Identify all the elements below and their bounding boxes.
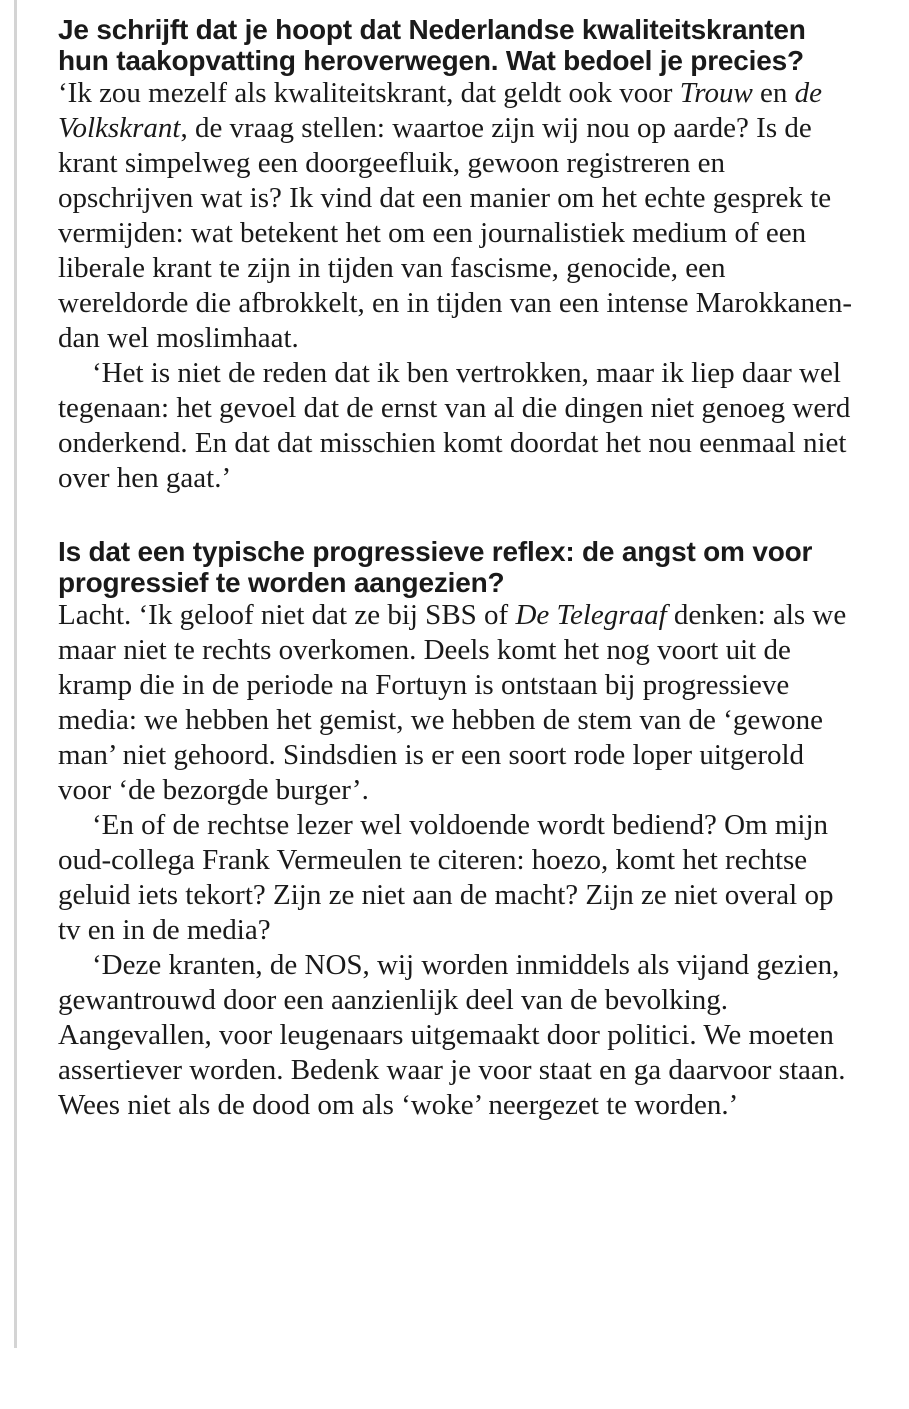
answer-paragraph-2: ‘Het is niet de reden dat ik ben vertrokken, maar ik liep daar wel tegenaan: het gevoel dat de ernst van al die dingen niet genoeg werd onderkend. En dat dat misschien komt doordat het nou eenmaal niet over hen gaat.’ (58, 357, 851, 494)
newspaper-name-volkskrant: de Volkskrant (58, 77, 823, 144)
answer-paragraph-1 (58, 76, 858, 356)
column-rule (14, 0, 17, 1348)
answer-text: en (752, 77, 795, 109)
answer-paragraph-4: ‘En of de rechtse lezer wel voldoende wordt bediend? Om mijn oud-collega Frank Vermeulen te citeren: hoezo, komt het rechtse geluid iets tekort? Zijn ze niet aan de macht? Zijn ze niet overal op tv en in de media? (58, 809, 834, 946)
question-heading-1: Je schrijft dat je hoopt dat Nederlandse kwaliteitskranten hun taakopvatting heroverwegen. Wat bedoel je precies? (58, 14, 806, 76)
answer-text: , de vraag stellen: waartoe zijn wij nou op aarde? Is de krant simpelweg een doorgeefluik, gewoon registreren en opschrijven wat is? Ik vind dat een manier om het echte gesprek te vermijden: wat betekent het om een journalistiek medium of een liberale krant te zijn in tijden van fascisme, genocide, een wereldorde die afbrokkelt, en in tijden van een intense Marokkanen- dan wel moslimhaat. (58, 112, 852, 354)
newspaper-name-trouw: Trouw (679, 77, 753, 109)
article-column (58, 14, 858, 1123)
answer-paragraph-5: ‘Deze kranten, de NOS, wij worden inmiddels als vijand gezien, gewantrouwd door een aanzienlijk deel van de bevolking. Aangevallen, voor leugenaars uitgemaakt door politici. We moeten assertiever worden. Bedenk waar je voor staat en ga daarvoor staan. Wees niet als de dood om als ‘woke’ neergezet te worden.’ (58, 949, 846, 1121)
answer-text: denken: als we maar niet te rechts overkomen. Deels komt het nog voort uit de kramp die in de periode na Fortuyn is ontstaan bij progressieve media: we hebben het gemist, we hebben de stem van de ‘gewone man’ niet gehoord. Sindsdien is er een soort rode loper uitgerold voor ‘de bezorgde burger’. (58, 599, 847, 806)
section-spacer (58, 496, 858, 536)
answer-text: Lacht. ‘Ik geloof niet dat ze bij SBS of (58, 599, 516, 631)
answer-paragraph-3 (58, 598, 858, 808)
newspaper-name-telegraaf: De Telegraaf (515, 599, 667, 631)
question-heading-2: Is dat een typische progressieve reflex: de angst om voor progressief te worden aangezien? (58, 536, 813, 598)
answer-text: ‘Ik zou mezelf als kwaliteitskrant, dat geldt ook voor (58, 77, 680, 109)
